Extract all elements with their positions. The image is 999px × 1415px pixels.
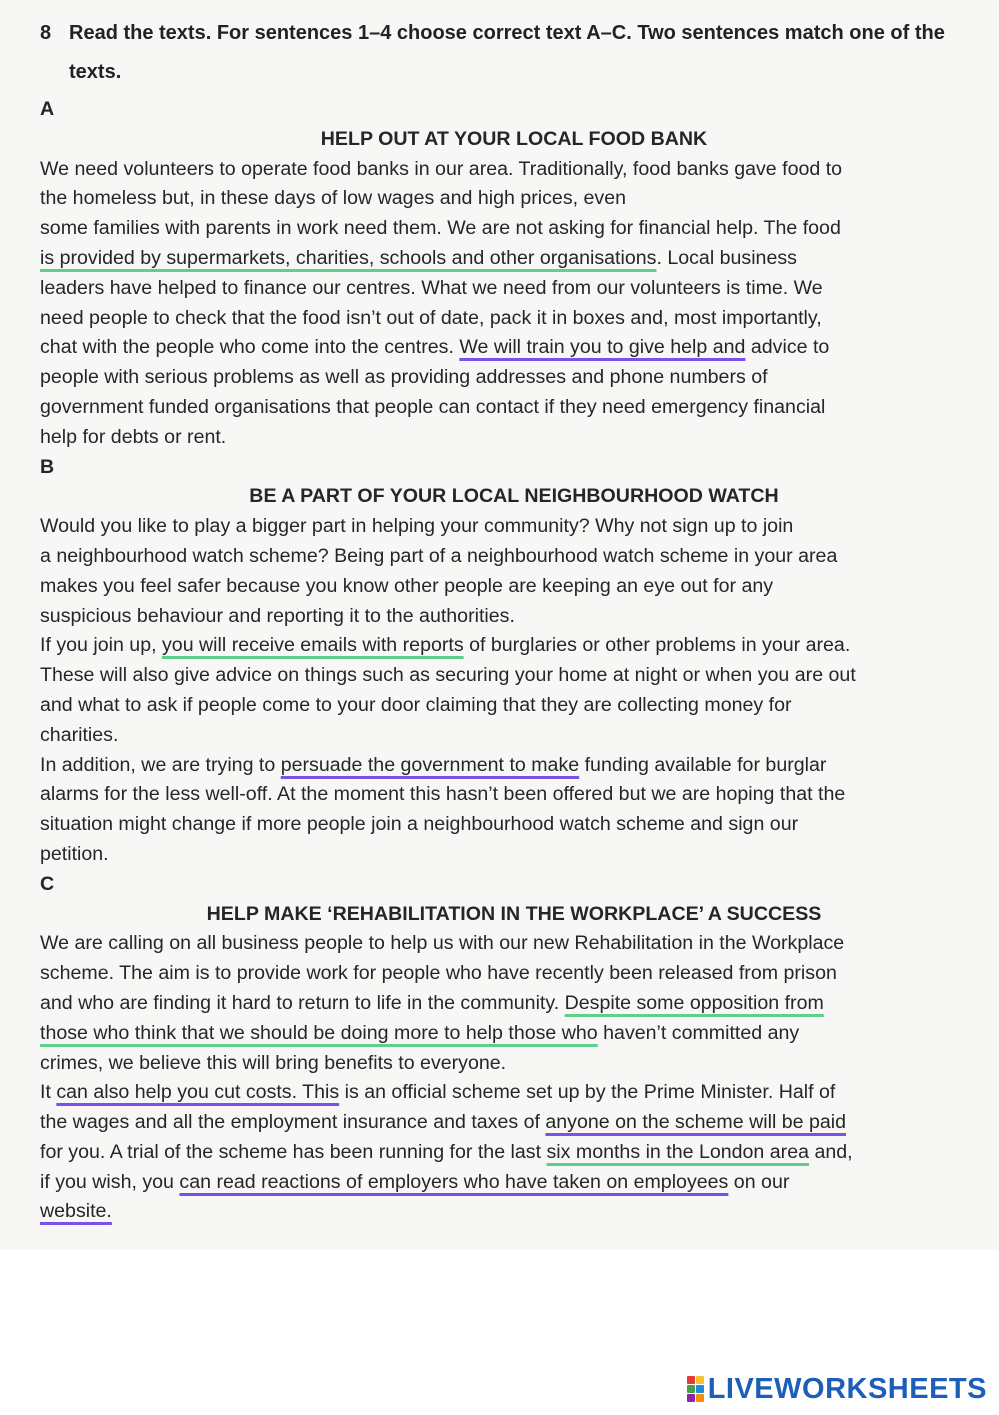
logo-square (696, 1376, 704, 1384)
text-a-line (40, 333, 980, 363)
text-a-line: people with serious problems as well as providing addresses and phone numbers of (40, 366, 768, 389)
text-b-line (40, 631, 980, 661)
text-b-line: These will also give advice on things such as securing your home at night or when you are out (40, 664, 856, 687)
text-c-line: crimes, we believe this will bring benefits to everyone. (40, 1051, 507, 1074)
text-segment: . Local business (656, 246, 797, 269)
text-segment: for you. A trial of the scheme has been running for the last (40, 1140, 547, 1163)
text-segment: advice to (745, 336, 830, 359)
purple-highlight: persuade the government to make (280, 753, 580, 776)
text-b-line: Would you like to play a bigger part in helping your community? Why not sign up to join (40, 515, 794, 538)
text-segment: of burglaries or other problems in your area. (463, 634, 851, 657)
text-segment: the wages and all the employment insurance and taxes of (40, 1111, 546, 1134)
green-highlight: Despite some opposition from (564, 991, 824, 1014)
text-a-letter: A (40, 98, 55, 120)
text-b-line: and what to ask if people come to your door claiming that they are collecting money for (40, 693, 792, 716)
reading-texts (40, 95, 980, 1227)
text-a-line: government funded organisations that people can contact if they need emergency financial (40, 395, 826, 418)
purple-highlight: website. (40, 1200, 112, 1223)
green-highlight: you will receive emails with reports (162, 634, 464, 657)
text-a-line: leaders have helped to finance our centres. What we need from our volunteers is time. We (40, 276, 823, 299)
logo-text: LIVEWORKSHEETS (707, 1372, 987, 1405)
text-c-line (40, 1019, 980, 1049)
text-a-line: help for debts or rent. (40, 425, 227, 448)
text-b-line: petition. (40, 842, 109, 865)
text-c-line (40, 1138, 980, 1168)
text-a-line: some families with parents in work need them. We are not asking for financial help. The food (40, 217, 841, 240)
text-b-line (40, 751, 980, 781)
logo-square (696, 1385, 704, 1393)
logo-square (687, 1385, 695, 1393)
logo-square (687, 1376, 695, 1384)
text-c-line: We are calling on all business people to help us with our new Rehabilitation in the Workplace (40, 932, 845, 955)
text-segment: and, (809, 1140, 853, 1163)
text-c-line (40, 1078, 980, 1108)
text-b-line: makes you feel safer because you know other people are keeping an eye out for any (40, 574, 774, 597)
text-c-line (40, 1168, 980, 1198)
task-instruction (40, 14, 975, 92)
text-b-line: situation might change if more people join a neighbourhood watch scheme and sign our (40, 813, 799, 836)
text-segment: If you join up, (40, 634, 162, 657)
liveworksheets-logo[interactable] (687, 1372, 987, 1406)
logo-square (696, 1394, 704, 1402)
text-a-line: the homeless but, in these days of low wages and high prices, even (40, 187, 626, 210)
text-c-heading: HELP MAKE ‘REHABILITATION IN THE WORKPLACE’ A SUCCESS (206, 902, 822, 925)
green-highlight: six months in the London area (546, 1140, 809, 1163)
text-c-letter: C (40, 872, 55, 895)
text-segment: if you wish, you (40, 1170, 180, 1193)
text-segment: funding available for burglar (579, 753, 827, 776)
text-c-line (40, 989, 980, 1019)
purple-highlight: anyone on the scheme will be paid (545, 1111, 847, 1134)
text-a-line: need people to check that the food isn’t out of date, pack it in boxes and, most importantly, (40, 306, 822, 329)
text-c-line (40, 1197, 980, 1227)
task-text: Read the texts. For sentences 1–4 choose correct text A–C. Two sentences match one of the texts. (69, 22, 945, 83)
green-highlight: those who think that we should be doing more to help those who (40, 1021, 598, 1044)
text-segment: and who are finding it hard to return to life in the community. (40, 991, 565, 1014)
text-segment: chat with the people who come into the centres. (40, 336, 460, 359)
text-b-line: charities. (40, 723, 119, 746)
text-b-line: suspicious behaviour and reporting it to the authorities. (40, 604, 515, 627)
text-segment: on our (728, 1170, 790, 1193)
text-a-heading: HELP OUT AT YOUR LOCAL FOOD BANK (320, 127, 708, 150)
text-segment: In addition, we are trying to (40, 753, 281, 776)
task-number: 8 (40, 22, 52, 44)
logo-square (687, 1394, 695, 1402)
text-a-line (40, 244, 980, 274)
text-segment: haven’t committed any (597, 1021, 800, 1044)
text-segment: It (40, 1081, 57, 1104)
green-highlight: is provided by supermarkets, charities, schools and other organisations (40, 246, 657, 269)
text-a-line: We need volunteers to operate food banks in our area. Traditionally, food banks gave food to (40, 157, 843, 180)
text-b-line: a neighbourhood watch scheme? Being part of a neighbourhood watch scheme in your area (40, 544, 838, 567)
text-segment: is an official scheme set up by the Prime Minister. Half of (339, 1081, 836, 1104)
purple-highlight: can also help you cut costs. This (56, 1081, 340, 1104)
purple-highlight: can read reactions of employers who have taken on employees (179, 1170, 729, 1193)
text-b-line: alarms for the less well-off. At the moment this hasn’t been offered but we are hoping that the (40, 783, 846, 806)
purple-highlight: We will train you to give help and (459, 336, 746, 359)
text-c-line: scheme. The aim is to provide work for people who have recently been released from prison (40, 962, 837, 985)
text-b-letter: B (40, 455, 55, 478)
logo-grid-icon (687, 1376, 704, 1402)
text-c-line (40, 1108, 980, 1138)
text-b-heading: BE A PART OF YOUR LOCAL NEIGHBOURHOOD WATCH (249, 485, 779, 508)
